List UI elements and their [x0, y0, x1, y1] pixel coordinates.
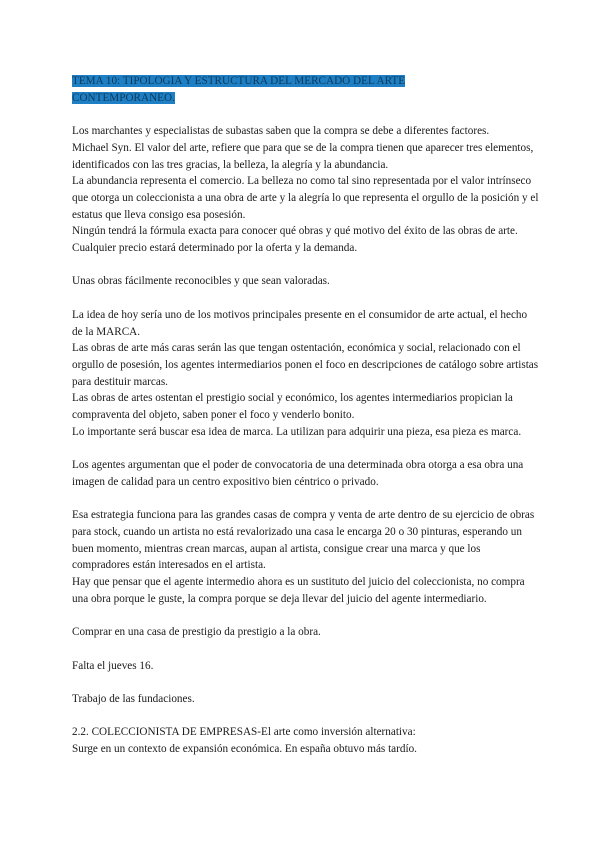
document-title — [72, 73, 540, 106]
paragraph-fundaciones — [72, 691, 540, 708]
paragraph-coleccionista-empresas — [72, 724, 540, 757]
text-line: Trabajo de las fundaciones. — [72, 692, 195, 705]
text-line: Comprar en una casa de prestigio da prestigio a la obra. — [72, 626, 321, 639]
text-line: La abundancia representa el comercio. La belleza no como tal sino representada por el valor intrínseco que otorga un coleccionista a una obra de arte y la alegría lo que representa el orgullo de la posición y el estatus que lleva consigo esa posesión. — [72, 175, 539, 221]
paragraph-factores-compra — [72, 123, 540, 257]
text-line: Hay que pensar que el agente intermedio ahora es un sustituto del juicio del coleccionista, no compra una obra porque le guste, la compra porque se deja llevar del juicio del agente intermediario. — [72, 576, 525, 605]
title-line-1: TEMA 10: TIPOLOGIA Y ESTRUCTURA DEL MERCADO DEL ARTE — [72, 75, 406, 87]
paragraph-falta-jueves — [72, 658, 540, 675]
text-line: Surge en un contexto de expansión económica. En españa obtuvo más tardío. — [72, 742, 417, 755]
paragraph-marca — [72, 307, 540, 441]
section-heading: 2.2. COLECCIONISTA DE EMPRESAS-El arte como inversión alternativa: — [72, 726, 416, 739]
paragraph-agentes — [72, 457, 540, 490]
document-body — [72, 73, 540, 774]
paragraph-estrategia — [72, 507, 540, 607]
paragraph-obras-reconocibles — [72, 273, 540, 290]
text-line: Michael Syn. El valor del arte, refiere que para que se de la compra tienen que aparecer tres elementos, identificados con las tres gracias, la belleza, la alegría y la abundancia. — [72, 141, 534, 171]
text-line: Los marchantes y especialistas de subastas saben que la compra se debe a diferentes factores. — [72, 125, 490, 138]
text-line: Las obras de artes ostentan el prestigio social y económico, los agentes intermediarios propician la compraventa del objeto, saben poner el foco y venderlo bonito. — [72, 392, 513, 422]
text-line: Esa estrategia funciona para las grandes casas de compra y venta de arte dentro de su ejercicio de obras para stock, cuando un artista no está revalorizado una casa le encarga 20 o 30 pinturas, esperando un buen momento, mientras crean marcas, aupan al artista, consigue crear una marca y que los compradores están interesados en el artista. — [72, 509, 535, 572]
text-line: La idea de hoy sería uno de los motivos principales presente en el consumidor de arte actual, el hecho de la MARCA. — [72, 308, 528, 338]
text-line: Unas obras fácilmente reconocibles y que sean valoradas. — [72, 275, 330, 288]
text-line: Falta el jueves 16. — [72, 659, 154, 672]
text-line: Las obras de arte más caras serán las que tengan ostentación, económica y social, relacionado con el orgullo de posesión, los agentes intermediarios ponen el foco en descripciones de catálogo sobre artistas para destituir marcas. — [72, 342, 539, 388]
text-line: Los agentes argumentan que el poder de convocatoria de una determinada obra otorga a esa obra una imagen de calidad para un centro expositivo bien céntrico o privado. — [72, 459, 524, 488]
text-line: Ningún tendrá la fórmula exacta para conocer qué obras y qué motivo del éxito de las obras de arte. Cualquier precio estará determinado por la oferta y la demanda. — [72, 225, 518, 255]
title-line-2: CONTEMPORANEO. — [72, 91, 175, 104]
paragraph-prestigio — [72, 624, 540, 641]
text-line: Lo importante será buscar esa idea de marca. La utilizan para adquirir una pieza, esa pieza es marca. — [72, 425, 522, 438]
